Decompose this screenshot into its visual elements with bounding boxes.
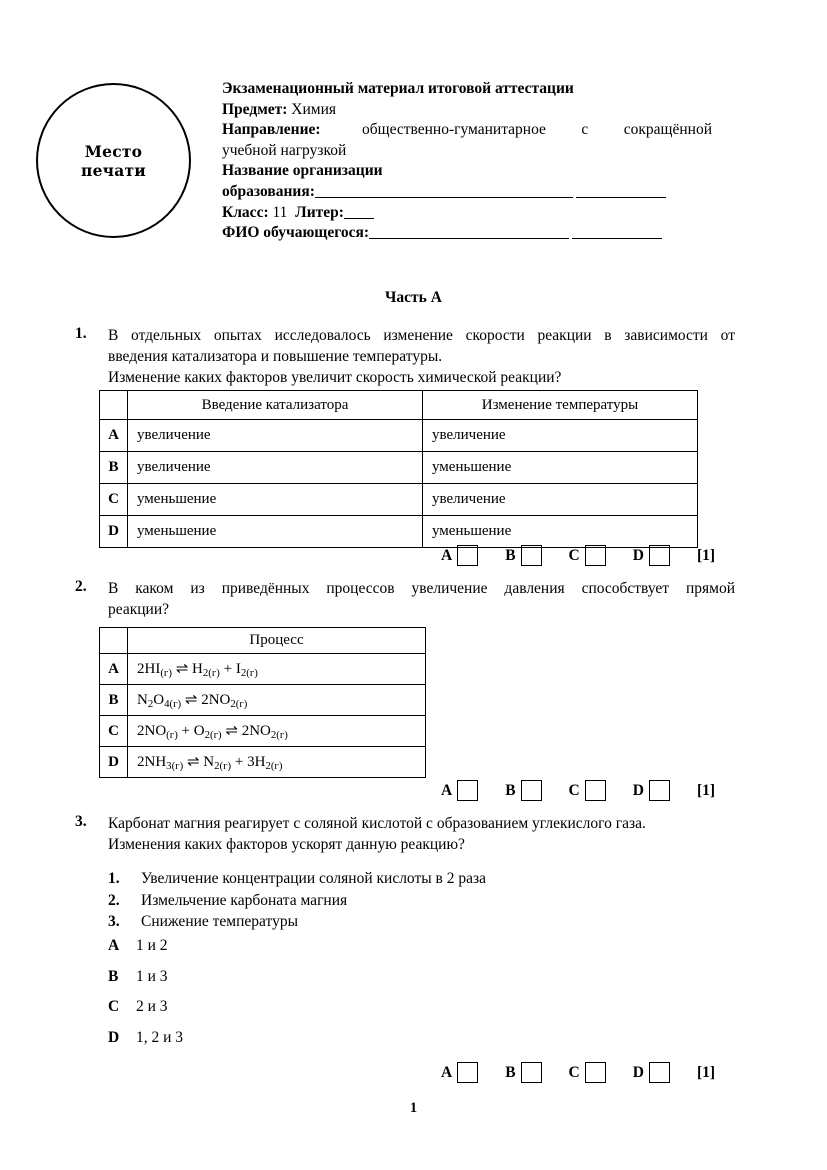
- factor-number-2: 2.: [108, 891, 120, 909]
- answer-checkbox-d[interactable]: [649, 545, 670, 566]
- class-row: [222, 203, 712, 224]
- answer-checkbox-c[interactable]: [585, 1062, 606, 1083]
- letter-input-line[interactable]: [344, 218, 374, 219]
- direction-value-1: общественно-гуманитарное: [362, 121, 546, 139]
- answer-checkbox-b[interactable]: [521, 545, 542, 566]
- answer-option-d[interactable]: [633, 780, 670, 801]
- part-title: Часть А: [385, 289, 442, 306]
- option-text-c: 2 и 3: [136, 998, 168, 1015]
- answer-marks: [1]: [696, 1063, 716, 1081]
- answer-row-question-3: [441, 1062, 715, 1083]
- answer-option-a[interactable]: [441, 1062, 478, 1083]
- subject-label: Предмет:: [222, 100, 288, 118]
- fio-label: ФИО обучающегося:: [222, 224, 370, 242]
- question-2-body: [108, 578, 735, 620]
- answer-letter-c: C: [568, 546, 580, 564]
- question-3-options: [108, 937, 183, 1059]
- fio-input-line-2[interactable]: [572, 238, 662, 239]
- answer-checkbox-a[interactable]: [457, 1062, 478, 1083]
- organization-input-line[interactable]: [315, 197, 573, 198]
- answer-option-b[interactable]: [505, 545, 541, 566]
- row-label-d: D: [100, 516, 128, 548]
- row-label-b: B: [100, 685, 128, 716]
- option-text-a: 1 и 2: [136, 937, 168, 954]
- factor-number-1: 1.: [108, 870, 120, 887]
- table-header-catalyst: Введение катализатора: [128, 391, 423, 420]
- question-2-number: 2.: [75, 578, 87, 595]
- answer-letter-a: A: [441, 546, 453, 564]
- answer-letter-d: D: [632, 546, 644, 564]
- fio-row: [222, 223, 712, 244]
- table-header-process: Процесс: [128, 628, 426, 654]
- row-label-d: D: [100, 747, 128, 778]
- list-item: [108, 868, 486, 890]
- answer-letter-c: C: [568, 1063, 580, 1081]
- answer-option-d[interactable]: [633, 1062, 670, 1083]
- subject-row: [222, 100, 712, 121]
- question-2-text-line1: В каком из приведённых процессов увеличение давления способствует прямой: [108, 580, 735, 597]
- table-header-row: [100, 391, 698, 420]
- option-letter-b: B: [108, 967, 119, 985]
- answer-letter-b: B: [505, 546, 516, 564]
- class-label: Класс:: [222, 203, 269, 221]
- option-letter-d: D: [108, 1028, 120, 1046]
- question-1-text-line2: введения катализатора и повышение температуры.: [108, 348, 443, 365]
- direction-row: [222, 120, 712, 141]
- option-letter-a: A: [108, 937, 120, 954]
- question-3-body: [108, 813, 735, 855]
- question-2-table: [99, 627, 426, 778]
- answer-checkbox-d[interactable]: [649, 780, 670, 801]
- row-label-a: A: [100, 420, 128, 452]
- row-label-c: C: [100, 716, 128, 747]
- table-row: [100, 484, 698, 516]
- answer-checkbox-a[interactable]: [457, 545, 478, 566]
- letter-label: Литер:: [295, 203, 344, 221]
- answer-checkbox-c[interactable]: [585, 780, 606, 801]
- question-3-factor-list: [108, 868, 486, 933]
- fio-input-line[interactable]: [369, 238, 569, 239]
- organization-row: [222, 182, 712, 203]
- table-row: [100, 685, 426, 716]
- direction-value-2: с: [581, 121, 589, 139]
- question-2-text-line2: реакции?: [108, 601, 169, 618]
- stamp-line-2: печати: [81, 160, 146, 180]
- row-label-a: A: [100, 654, 128, 685]
- list-item: [108, 890, 486, 912]
- factor-text-1: Увеличение концентрации соляной кислоты в 2 раза: [141, 870, 486, 887]
- table-row: [100, 716, 426, 747]
- table-row: [100, 654, 426, 685]
- answer-letter-c: C: [568, 781, 580, 799]
- answer-letter-b: B: [505, 1063, 516, 1081]
- row-label-b: B: [100, 452, 128, 484]
- organization-label: образования:: [222, 182, 315, 200]
- organization-input-line-2[interactable]: [576, 197, 666, 198]
- answer-option-c[interactable]: [569, 1062, 606, 1083]
- question-3: [75, 813, 735, 855]
- option-b[interactable]: [108, 968, 183, 999]
- row-b-catalyst: увеличение: [128, 452, 423, 484]
- answer-checkbox-d[interactable]: [649, 1062, 670, 1083]
- question-1-text-line1: В отдельных опытах исследовалось изменение скорости реакции в зависимости от: [108, 327, 735, 344]
- list-item: [108, 911, 486, 933]
- row-b-temperature: уменьшение: [423, 452, 698, 484]
- table-row: [100, 452, 698, 484]
- row-a-equation: $2HI_{(г)}$ ⇌ $H_{2(г)} + I_{2(г)}$: [128, 654, 426, 685]
- direction-label: Направление:: [222, 121, 321, 139]
- option-text-d: 1, 2 и 3: [136, 1028, 184, 1046]
- row-c-equation: $2NO_{(г)} + O_{2(г)}$ ⇌ $2NO_{2(г)}$: [128, 716, 426, 747]
- question-3-text-line1: Карбонат магния реагирует с соляной кислотой с образованием углекислого газа.: [108, 815, 646, 832]
- table-row: [100, 516, 698, 548]
- answer-checkbox-b[interactable]: [521, 780, 542, 801]
- option-a[interactable]: [108, 937, 183, 968]
- table-row: [100, 747, 426, 778]
- row-d-equation: $2NH_{3(г)}$ ⇌ $N_{2(г)} + 3H_{2(г)}$: [128, 747, 426, 778]
- answer-row-question-2: [441, 780, 715, 801]
- row-b-equation: $N_2O_{4(г)}$ ⇌ $2NO_{2(г)}$: [128, 685, 426, 716]
- organization-label-line1: Название организации: [222, 162, 383, 180]
- answer-checkbox-b[interactable]: [521, 1062, 542, 1083]
- row-c-temperature: увеличение: [423, 484, 698, 516]
- row-label-c: C: [100, 484, 128, 516]
- factor-number-3: 3.: [108, 913, 120, 930]
- option-text-b: 1 и 3: [136, 967, 168, 985]
- answer-option-a[interactable]: [441, 545, 478, 566]
- table-header-blank: [100, 628, 128, 654]
- question-1: [75, 325, 735, 388]
- question-3-number: 3.: [75, 813, 87, 830]
- direction-value-3: сокращённой: [623, 121, 712, 139]
- table-header-temperature: Изменение температуры: [423, 391, 698, 420]
- table-header-blank: [100, 391, 128, 420]
- answer-letter-a: A: [441, 781, 453, 799]
- option-letter-c: C: [108, 998, 120, 1015]
- answer-option-d[interactable]: [633, 545, 670, 566]
- answer-option-b[interactable]: [505, 1062, 541, 1083]
- answer-option-a[interactable]: [441, 780, 478, 801]
- answer-letter-b: B: [505, 781, 516, 799]
- stamp-placeholder: [36, 83, 191, 238]
- row-c-catalyst: уменьшение: [128, 484, 423, 516]
- row-a-temperature: увеличение: [423, 420, 698, 452]
- answer-letter-d: D: [632, 781, 644, 799]
- answer-letter-a: A: [441, 1063, 453, 1081]
- answer-option-c[interactable]: [569, 780, 606, 801]
- table-row: [100, 420, 698, 452]
- answer-checkbox-a[interactable]: [457, 780, 478, 801]
- question-3-text-line2: Изменения каких факторов ускорят данную реакцию?: [108, 836, 465, 853]
- row-d-temperature: уменьшение: [423, 516, 698, 548]
- document-title: Экзаменационный материал итоговой аттестации: [222, 80, 574, 97]
- header-text-block: [222, 79, 712, 244]
- question-1-table: [99, 390, 698, 548]
- question-1-body: [108, 325, 735, 388]
- question-1-number: 1.: [75, 325, 87, 342]
- row-a-catalyst: увеличение: [128, 420, 423, 452]
- option-c[interactable]: [108, 998, 183, 1029]
- answer-letter-d: D: [632, 1063, 644, 1081]
- stamp-line-1: Место: [84, 141, 143, 161]
- document-header: [0, 0, 827, 262]
- table-header-row: [100, 628, 426, 654]
- answer-option-b[interactable]: [505, 780, 541, 801]
- option-d[interactable]: [108, 1029, 183, 1060]
- direction-row-line2: учебной нагрузкой: [222, 141, 347, 159]
- question-1-text-line3: Изменение каких факторов увеличит скорость химической реакции?: [108, 369, 562, 386]
- class-value: 11: [272, 203, 288, 221]
- page-number: 1: [409, 1100, 418, 1116]
- answer-checkbox-c[interactable]: [585, 545, 606, 566]
- row-d-catalyst: уменьшение: [128, 516, 423, 548]
- answer-row-question-1: [441, 545, 715, 566]
- factor-text-3: Снижение температуры: [141, 913, 299, 930]
- answer-marks: [1]: [696, 546, 716, 564]
- answer-option-c[interactable]: [569, 545, 606, 566]
- factor-text-2: Измельчение карбоната магния: [141, 891, 348, 909]
- subject-value: Химия: [291, 100, 337, 118]
- answer-marks: [1]: [696, 781, 716, 799]
- question-2: [75, 578, 735, 620]
